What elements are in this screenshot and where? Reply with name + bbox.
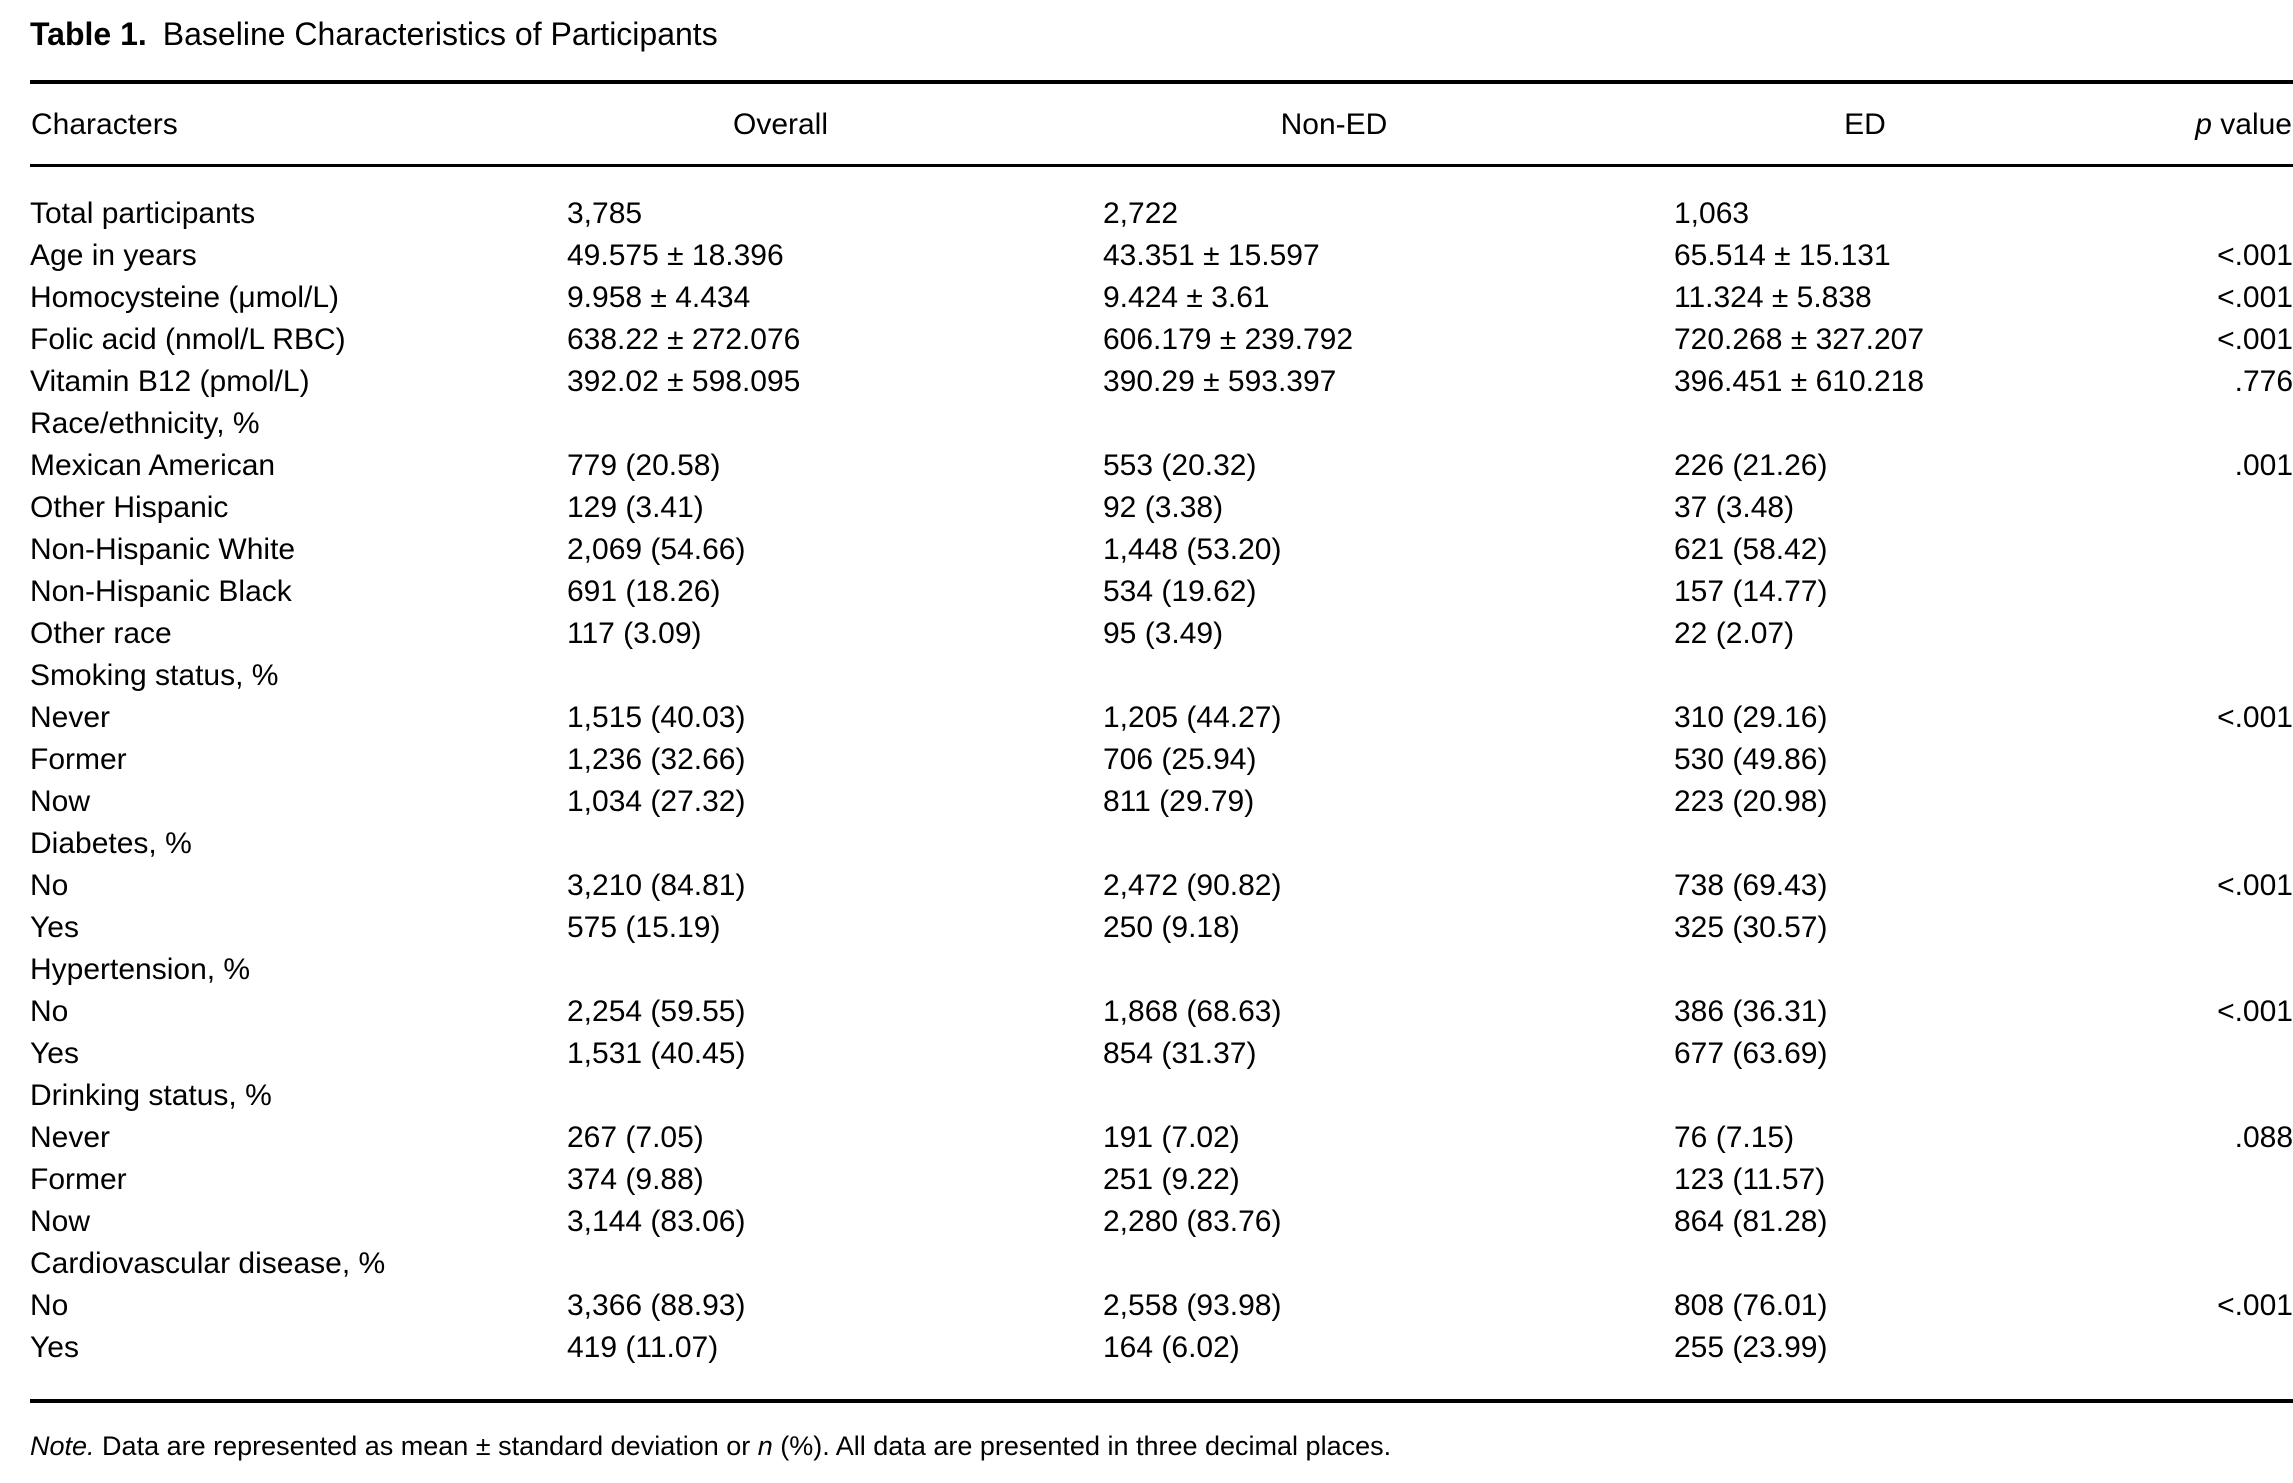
cell-ed: 808 (76.01) [1674,1289,1828,1322]
cell-non-ed: 534 (19.62) [1103,575,1257,608]
table-caption: Baseline Characteristics of Participants [162,16,718,52]
header-characters: Characters [30,82,567,166]
row-label: Race/ethnicity, % [30,407,260,440]
cell-p-value [2115,1243,2293,1285]
cell-non-ed: 553 (20.32) [1103,449,1257,482]
table-row [30,781,2293,823]
table-row [30,166,2293,236]
cell-overall [567,1075,1103,1117]
cell-non-ed: 606.179 ± 239.792 [1103,323,1354,356]
cell-ed: 1,063 [1674,197,1750,230]
row-label: No [30,869,69,902]
cell-non-ed: 2,280 (83.76) [1103,1205,1282,1238]
cell-overall: 3,210 (84.81) [567,869,746,902]
cell-non-ed: 250 (9.18) [1103,911,1240,944]
footnote-text-2: (%). All data are presented in three decimal places. [772,1431,1392,1461]
row-label: Non-Hispanic White [30,533,296,566]
cell-p-value [2115,781,2293,823]
cell-overall: 779 (20.58) [567,449,721,482]
cell-non-ed: 251 (9.22) [1103,1163,1240,1196]
cell-non-ed [1103,949,1674,991]
cell-p-value: <.001 [2217,995,2293,1028]
row-label: Homocysteine (μmol/L) [30,281,340,314]
cell-p-value: .001 [2234,449,2293,482]
header-ed: ED [1674,82,2115,166]
cell-ed: 396.451 ± 610.218 [1674,365,1925,398]
table-header [30,82,2293,166]
table-row [30,1033,2293,1075]
cell-non-ed: 1,868 (68.63) [1103,995,1282,1028]
table-row [30,445,2293,487]
cell-p-value: <.001 [2217,323,2293,356]
table-row [30,1159,2293,1201]
cell-overall: 1,515 (40.03) [567,701,746,734]
p-value-rest: value [2211,108,2292,141]
cell-p-value [2115,166,2293,236]
header-row [30,82,2293,166]
cell-ed: 65.514 ± 15.131 [1674,239,1891,272]
cell-p-value: .776 [2234,365,2293,398]
row-label: Total participants [30,197,256,230]
cell-overall: 2,254 (59.55) [567,995,746,1028]
row-label: Age in years [30,239,197,272]
row-label: Yes [30,1331,79,1364]
cell-overall: 3,144 (83.06) [567,1205,746,1238]
table-row [30,403,2293,445]
row-label: No [30,995,69,1028]
header-non-ed: Non-ED [1103,82,1674,166]
cell-p-value [2115,949,2293,991]
cell-non-ed: 43.351 ± 15.597 [1103,239,1320,272]
cell-non-ed: 390.29 ± 593.397 [1103,365,1337,398]
cell-ed: 677 (63.69) [1674,1037,1828,1070]
table-row [30,739,2293,781]
cell-overall [567,823,1103,865]
cell-non-ed [1103,655,1674,697]
cell-overall: 419 (11.07) [567,1331,719,1364]
cell-ed [1674,949,2115,991]
footnote-note-label: Note. [30,1431,95,1461]
table-title [30,14,2006,54]
table-row [30,1243,2293,1285]
row-label: Non-Hispanic Black [30,575,292,608]
cell-ed: 738 (69.43) [1674,869,1828,902]
table-row [30,907,2293,949]
cell-p-value [2115,1327,2293,1401]
cell-overall: 2,069 (54.66) [567,533,746,566]
cell-non-ed: 1,205 (44.27) [1103,701,1282,734]
row-label: Mexican American [30,449,276,482]
cell-overall: 374 (9.88) [567,1163,704,1196]
cell-p-value [2115,487,2293,529]
cell-p-value: <.001 [2217,281,2293,314]
row-label: Never [30,701,111,734]
cell-non-ed: 164 (6.02) [1103,1331,1240,1364]
cell-non-ed [1103,823,1674,865]
table-row [30,1285,2293,1327]
row-label: Other Hispanic [30,491,229,524]
cell-ed: 386 (36.31) [1674,995,1828,1028]
row-label: Yes [30,911,79,944]
cell-p-value [2115,739,2293,781]
table-row [30,823,2293,865]
cell-ed [1674,823,2115,865]
cell-overall: 3,366 (88.93) [567,1289,746,1322]
cell-p-value [2115,655,2293,697]
baseline-characteristics-table [30,80,2293,1403]
cell-ed: 621 (58.42) [1674,533,1828,566]
row-label: No [30,1289,69,1322]
row-label: Hypertension, % [30,953,251,986]
table-number: Table 1. [30,16,147,52]
cell-p-value: <.001 [2217,1289,2293,1322]
row-label: Folic acid (nmol/L RBC) [30,323,346,356]
cell-ed: 157 (14.77) [1674,575,1828,608]
table-row [30,277,2293,319]
cell-overall: 1,034 (27.32) [567,785,746,818]
cell-p-value [2115,1201,2293,1243]
cell-overall [567,949,1103,991]
cell-ed: 310 (29.16) [1674,701,1828,734]
cell-p-value: <.001 [2217,701,2293,734]
cell-p-value [2115,1033,2293,1075]
cell-ed: 226 (21.26) [1674,449,1828,482]
table-row [30,613,2293,655]
cell-non-ed: 92 (3.38) [1103,491,1224,524]
row-label: Former [30,743,127,776]
cell-overall: 129 (3.41) [567,491,704,524]
cell-non-ed: 95 (3.49) [1103,617,1224,650]
cell-ed: 76 (7.15) [1674,1121,1795,1154]
row-label: Now [30,1205,91,1238]
cell-non-ed: 854 (31.37) [1103,1037,1257,1070]
row-label: Never [30,1121,111,1154]
cell-ed [1674,1243,2115,1285]
cell-ed: 530 (49.86) [1674,743,1828,776]
cell-ed: 864 (81.28) [1674,1205,1828,1238]
cell-non-ed: 2,472 (90.82) [1103,869,1282,902]
table-row [30,319,2293,361]
footnote-text-1: Data are represented as mean ± standard deviation or [94,1431,758,1461]
cell-p-value [2115,1075,2293,1117]
cell-overall: 267 (7.05) [567,1121,704,1154]
cell-non-ed: 191 (7.02) [1103,1121,1240,1154]
row-label: Former [30,1163,127,1196]
cell-ed: 22 (2.07) [1674,617,1795,650]
table-row [30,361,2293,403]
table-row [30,235,2293,277]
header-p-value [2115,82,2293,166]
cell-non-ed: 811 (29.79) [1103,785,1255,818]
cell-overall [567,403,1103,445]
cell-non-ed: 706 (25.94) [1103,743,1257,776]
cell-p-value [2115,571,2293,613]
table-row [30,529,2293,571]
cell-ed: 11.324 ± 5.838 [1674,281,1872,314]
footnote-italic-n: n [757,1431,773,1461]
table-row [30,865,2293,907]
cell-non-ed [1103,1075,1674,1117]
cell-p-value [2115,1159,2293,1201]
row-label: Diabetes, % [30,827,192,860]
row-label: Yes [30,1037,79,1070]
row-label: Vitamin B12 (pmol/L) [30,365,310,398]
table-body [30,166,2293,1402]
cell-overall: 1,531 (40.45) [567,1037,746,1070]
row-label: Now [30,785,91,818]
table-row [30,487,2293,529]
cell-overall: 1,236 (32.66) [567,743,746,776]
table-row [30,991,2293,1033]
cell-non-ed: 2,558 (93.98) [1103,1289,1282,1322]
cell-non-ed: 9.424 ± 3.61 [1103,281,1270,314]
row-label: Cardiovascular disease, % [30,1247,386,1280]
cell-ed: 123 (11.57) [1674,1163,1826,1196]
cell-overall: 3,785 [567,197,643,230]
cell-p-value [2115,613,2293,655]
cell-ed [1674,1075,2115,1117]
cell-p-value [2115,907,2293,949]
cell-ed: 37 (3.48) [1674,491,1795,524]
table-row [30,655,2293,697]
cell-non-ed: 2,722 [1103,197,1179,230]
cell-p-value [2115,823,2293,865]
cell-ed: 255 (23.99) [1674,1331,1828,1364]
cell-ed [1674,403,2115,445]
row-label: Drinking status, % [30,1079,272,1112]
row-label: Smoking status, % [30,659,279,692]
table-row [30,949,2293,991]
cell-overall: 638.22 ± 272.076 [567,323,801,356]
table-row [30,697,2293,739]
table-row [30,1117,2293,1159]
header-overall: Overall [567,82,1103,166]
cell-overall: 9.958 ± 4.434 [567,281,751,314]
cell-ed: 325 (30.57) [1674,911,1828,944]
cell-overall: 49.575 ± 18.396 [567,239,784,272]
cell-p-value [2115,529,2293,571]
cell-overall [567,655,1103,697]
cell-overall: 392.02 ± 598.095 [567,365,801,398]
table-row [30,1201,2293,1243]
cell-ed: 223 (20.98) [1674,785,1828,818]
cell-ed: 720.268 ± 327.207 [1674,323,1925,356]
table-row [30,571,2293,613]
table-row [30,1075,2293,1117]
cell-non-ed [1103,1243,1674,1285]
cell-p-value [2115,403,2293,445]
cell-non-ed [1103,403,1674,445]
cell-overall [567,1243,1103,1285]
cell-p-value: .088 [2234,1121,2293,1154]
cell-p-value: <.001 [2217,239,2293,272]
p-value-italic-p: p [2195,108,2212,141]
cell-non-ed: 1,448 (53.20) [1103,533,1282,566]
cell-overall: 691 (18.26) [567,575,721,608]
row-label: Other race [30,617,172,650]
table-row [30,1327,2293,1401]
table-footnote [30,1429,2006,1463]
cell-overall: 117 (3.09) [567,617,702,650]
cell-p-value: <.001 [2217,869,2293,902]
cell-overall: 575 (15.19) [567,911,721,944]
cell-ed [1674,655,2115,697]
